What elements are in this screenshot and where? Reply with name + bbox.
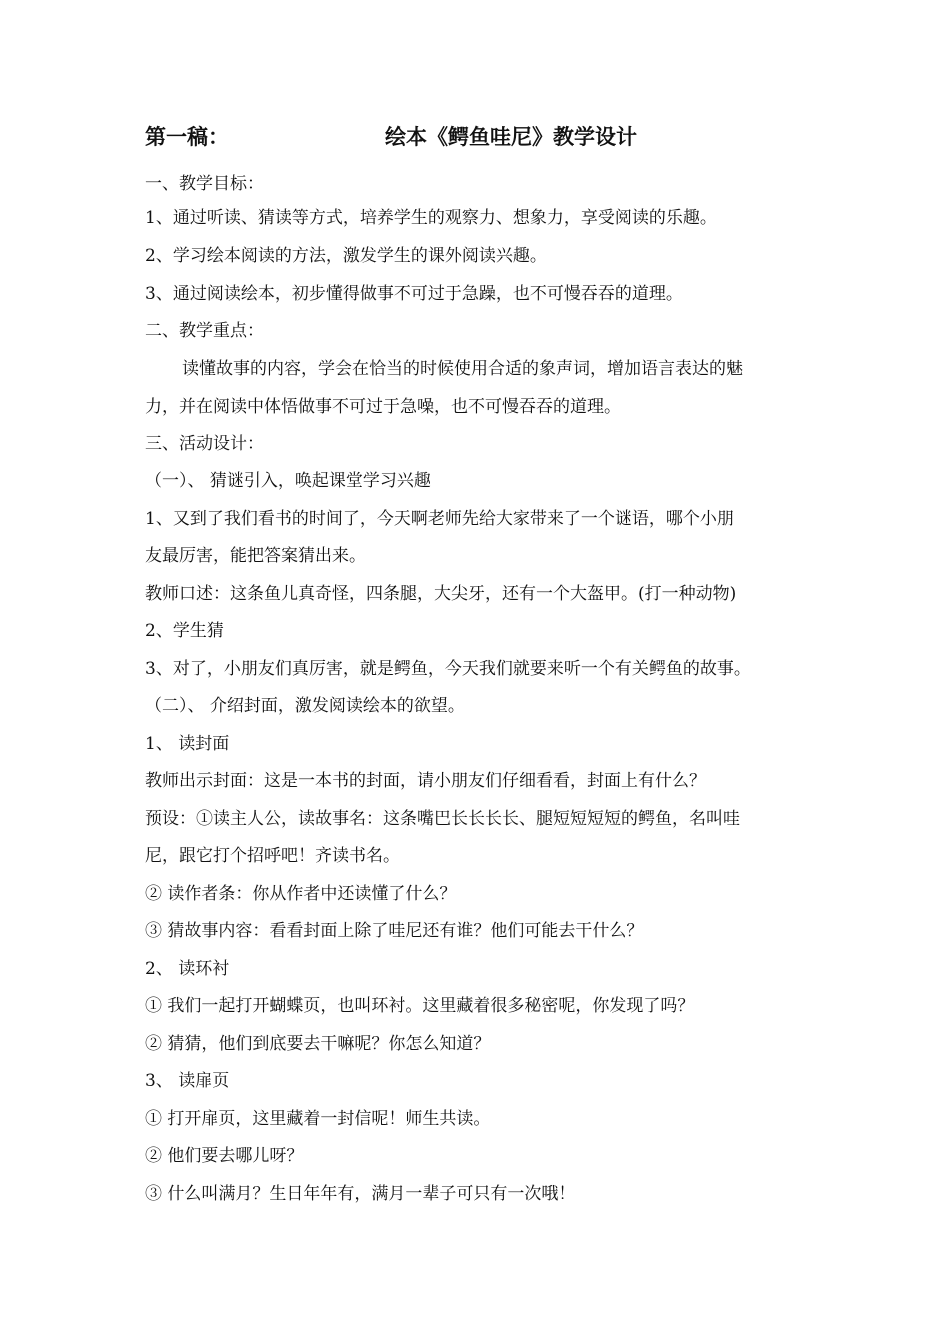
section-heading-focus: 二、教学重点： xyxy=(145,321,264,341)
paragraph-line: 教师出示封面：这是一本书的封面，请小朋友们仔细看看，封面上有什么？ xyxy=(145,771,706,791)
list-item: ③ 猜故事内容：看看封面上除了哇尼还有谁？他们可能去干什么？ xyxy=(145,921,644,941)
objective-item: 3、通过阅读绘本，初步懂得做事不可过于急躁，也不可慢吞吞的道理。 xyxy=(145,284,683,304)
paragraph-line: 2、学生猜 xyxy=(145,621,224,641)
paragraph-line: 预设：①读主人公，读故事名：这条嘴巴长长长长、腿短短短短的鳄鱼，名叫哇 xyxy=(145,809,740,829)
draft-label: 第一稿： xyxy=(145,125,229,149)
step-heading: 3、 读扉页 xyxy=(145,1071,230,1091)
list-item: ① 打开扉页，这里藏着一封信呢！师生共读。 xyxy=(145,1109,491,1129)
focus-paragraph: 读懂故事的内容，学会在恰当的时候使用合适的象声词，增加语言表达的魅 xyxy=(182,359,743,379)
objective-item: 2、学习绘本阅读的方法，激发学生的课外阅读兴趣。 xyxy=(145,246,547,266)
paragraph-line: 友最厉害，能把答案猜出来。 xyxy=(145,546,366,566)
section-heading-objectives: 一、教学目标： xyxy=(145,174,264,194)
list-item: ③ 什么叫满月？生日年年有，满月一辈子可只有一次哦！ xyxy=(145,1184,576,1204)
list-item: ② 他们要去哪儿呀？ xyxy=(145,1146,304,1166)
paragraph-line: 1、又到了我们看书的时间了，今天啊老师先给大家带来了一个谜语，哪个小朋 xyxy=(145,509,734,529)
document-title: 绘本《鳄鱼哇尼》教学设计 xyxy=(385,125,637,149)
step-heading: 2、 读环衬 xyxy=(145,959,230,979)
paragraph-line: 3、对了，小朋友们真厉害，就是鳄鱼，今天我们就要来听一个有关鳄鱼的故事。 xyxy=(145,659,751,679)
list-item: ② 读作者条：你从作者中还读懂了什么？ xyxy=(145,884,457,904)
paragraph-line: 教师口述：这条鱼儿真奇怪，四条腿，大尖牙，还有一个大盔甲。(打一种动物) xyxy=(145,584,737,604)
paragraph-line: 尼，跟它打个招呼吧！齐读书名。 xyxy=(145,846,400,866)
list-item: ② 猜猜，他们到底要去干嘛呢？你怎么知道？ xyxy=(145,1034,491,1054)
section-heading-activities: 三、活动设计： xyxy=(145,434,264,454)
list-item: ① 我们一起打开蝴蝶页，也叫环衬。这里藏着很多秘密呢，你发现了吗？ xyxy=(145,996,695,1016)
objective-item: 1、通过听读、猜读等方式，培养学生的观察力、想象力，享受阅读的乐趣。 xyxy=(145,208,717,228)
subsection-heading: （二）、 介绍封面，激发阅读绘本的欲望。 xyxy=(145,696,465,716)
step-heading: 1、 读封面 xyxy=(145,734,230,754)
focus-paragraph: 力，并在阅读中体悟做事不可过于急噪，也不可慢吞吞的道理。 xyxy=(145,397,621,417)
subsection-heading: （一）、 猜谜引入，唤起课堂学习兴趣 xyxy=(145,471,431,491)
